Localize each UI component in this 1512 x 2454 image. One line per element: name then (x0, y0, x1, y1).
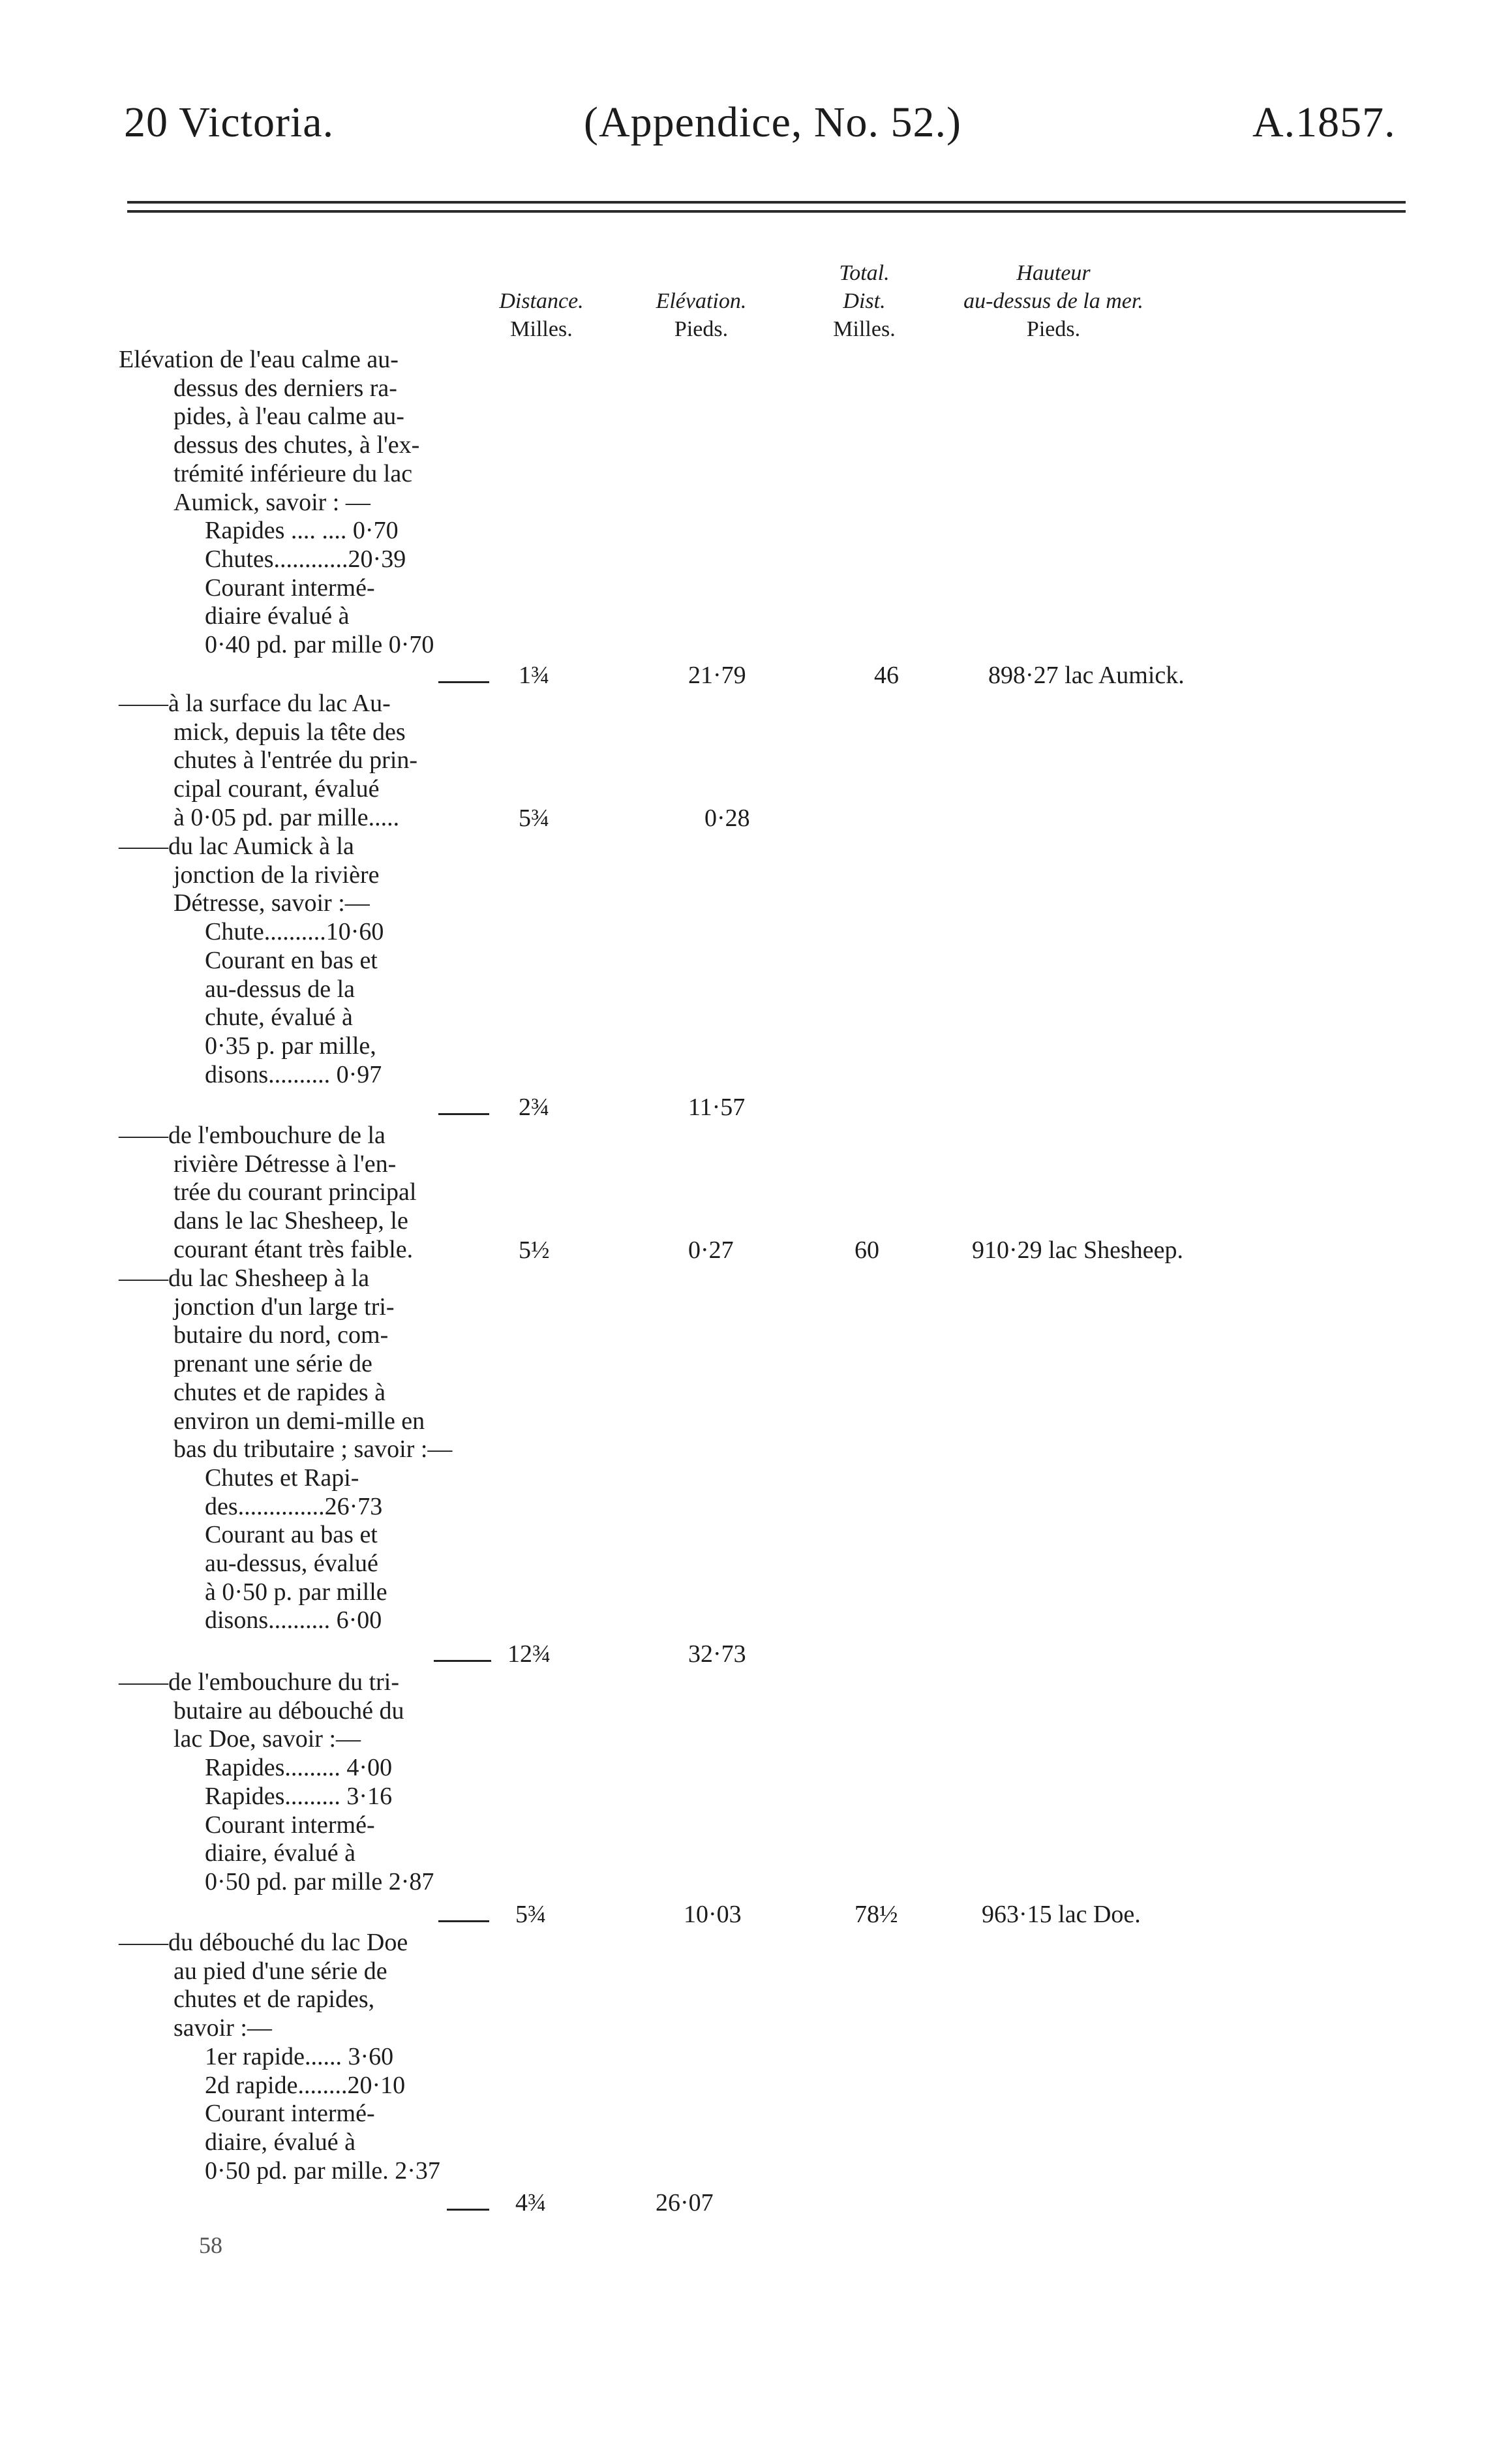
item-line: diaire évalué à (205, 602, 350, 630)
text-line: ——de l'embouchure du tri- (119, 1668, 400, 1696)
item-line: disons.......... 6·00 (205, 1606, 382, 1634)
elevation-value: 11·57 (688, 1094, 746, 1121)
item-line: 0·50 pd. par mille. 2·37 (205, 2156, 440, 2185)
section-7-text (119, 1929, 440, 2185)
distance-value: 5¾ (519, 805, 550, 832)
text-line: dessus des derniers ra- (174, 374, 397, 402)
item-line: 2d rapide........20·10 (205, 2071, 406, 2099)
col-hauteur-header (930, 259, 1177, 343)
text-line: savoir :— (174, 2014, 272, 2042)
item-line: au-dessus, évalué (205, 1550, 378, 1578)
text-line: ——du lac Aumick à la (119, 833, 354, 860)
sum-rule (438, 1920, 489, 1922)
elevation-value: 10·03 (684, 1901, 742, 1928)
text-line: chutes et de rapides à (174, 1378, 386, 1406)
text-line: lac Doe, savoir :— (174, 1725, 361, 1753)
col-total-title1: Total. (839, 261, 890, 285)
text-line: courant étant très faible. (174, 1235, 414, 1263)
sum-rule (434, 1660, 491, 1662)
text-line: butaire du nord, com- (174, 1321, 389, 1349)
col-hauteur-unit: Pieds. (1026, 317, 1081, 341)
item-line: des..............26·73 (205, 1492, 383, 1520)
item-line: 0·50 pd. par mille 2·87 (205, 1867, 434, 1895)
text-line: chutes et de rapides, (174, 1986, 375, 2014)
text-line: Détresse, savoir :— (174, 889, 370, 917)
item-line: Rapides .... .... 0·70 (205, 517, 399, 545)
col-total-header (815, 259, 913, 343)
text-line: butaire au débouché du (174, 1696, 404, 1725)
item-line: diaire, évalué à (205, 2128, 356, 2156)
sum-rule (438, 681, 489, 683)
text-line: trémité inférieure du lac (174, 459, 413, 487)
item-line: 1er rapide...... 3·60 (205, 2042, 394, 2070)
item-line: Courant au bas et (205, 1521, 378, 1549)
col-elevation-header (636, 287, 766, 343)
text-line: à 0·05 pd. par mille..... (174, 803, 400, 831)
hauteur-value: 910·29 lac Shesheep. (972, 1236, 1183, 1264)
text-line: chutes à l'entrée du prin- (174, 746, 418, 775)
elevation-value: 32·73 (688, 1640, 746, 1668)
item-line: disons.......... 0·97 (205, 1060, 382, 1088)
text-line: prenant une série de (174, 1350, 372, 1378)
text-line: trée du courant principal (174, 1178, 417, 1206)
text-line: dans le lac Shesheep, le (174, 1207, 408, 1235)
item-line: 0·40 pd. par mille 0·70 (205, 631, 434, 659)
elevation-value: 0·28 (704, 805, 750, 832)
total-value: 60 (854, 1236, 879, 1264)
double-rule-bottom (127, 210, 1406, 213)
sum-rule (447, 2209, 489, 2211)
text-line: Elévation de l'eau calme au- (119, 346, 399, 373)
elevation-value: 26·07 (656, 2189, 714, 2216)
text-line: ——à la surface du lac Au- (119, 690, 391, 717)
distance-value: 4¾ (515, 2189, 547, 2216)
item-line: Rapides......... 4·00 (205, 1754, 393, 1782)
section-6-text (119, 1668, 434, 1897)
col-distance-header (483, 287, 600, 343)
distance-value: 2¾ (519, 1094, 550, 1121)
col-elevation-unit: Pieds. (674, 317, 729, 341)
text-line: bas du tributaire ; savoir :— (174, 1435, 453, 1464)
header-left: 20 Victoria. (124, 99, 335, 146)
text-line: rivière Détresse à l'en- (174, 1150, 397, 1178)
distance-value: 5½ (519, 1236, 550, 1264)
text-line: mick, depuis la tête des (174, 718, 406, 746)
col-hauteur-title2: au-dessus de la mer. (963, 289, 1143, 313)
header-right: A.1857. (1252, 99, 1396, 146)
item-line: Rapides......... 3·16 (205, 1782, 393, 1810)
section-1-text (119, 346, 434, 660)
total-value: 46 (874, 662, 899, 689)
item-line: à 0·50 p. par mille (205, 1578, 387, 1606)
text-line: ——du débouché du lac Doe (119, 1929, 408, 1956)
item-line: Chutes............20·39 (205, 545, 406, 573)
col-hauteur-title1: Hauteur (1016, 261, 1091, 285)
col-distance-unit: Milles. (510, 317, 573, 341)
sum-rule (438, 1113, 489, 1115)
text-line: ——du lac Shesheep à la (119, 1265, 370, 1292)
section-5-text (119, 1265, 452, 1635)
distance-value: 5¾ (515, 1901, 547, 1928)
text-line: pides, à l'eau calme au- (174, 403, 404, 431)
hauteur-value: 963·15 lac Doe. (982, 1901, 1141, 1928)
elevation-value: 0·27 (688, 1236, 734, 1264)
section-2-text (119, 690, 417, 833)
col-distance-title: Distance. (499, 289, 584, 313)
item-line: Courant intermé- (205, 574, 375, 602)
text-line: jonction de la rivière (174, 861, 380, 889)
item-line: Chute..........10·60 (205, 918, 384, 946)
col-total-unit: Milles. (833, 317, 896, 341)
col-total-title2: Dist. (843, 289, 886, 313)
elevation-value: 21·79 (688, 662, 746, 689)
section-3-text (119, 833, 384, 1089)
text-line: jonction d'un large tri- (174, 1293, 395, 1321)
item-line: Chutes et Rapi- (205, 1464, 359, 1492)
item-line: au-dessus de la (205, 975, 355, 1003)
hauteur-value: 898·27 lac Aumick. (988, 662, 1185, 689)
section-4-text (119, 1122, 416, 1265)
total-value: 78½ (854, 1901, 898, 1928)
page-number: 58 (199, 2232, 222, 2258)
item-line: Courant intermé- (205, 2100, 375, 2128)
item-line: chute, évalué à (205, 1004, 353, 1032)
text-line: au pied d'une série de (174, 1957, 387, 1985)
text-line: Aumick, savoir : — (174, 488, 370, 516)
double-rule-top (127, 201, 1406, 204)
text-line: environ un demi-mille en (174, 1407, 425, 1435)
distance-value: 1¾ (519, 662, 550, 689)
col-elevation-title: Elévation. (656, 289, 747, 313)
item-line: diaire, évalué à (205, 1839, 356, 1867)
item-line: Courant en bas et (205, 946, 378, 974)
distance-value: 12¾ (507, 1640, 551, 1668)
text-line: cipal courant, évalué (174, 775, 380, 803)
header-center: (Appendice, No. 52.) (584, 99, 962, 146)
text-line: ——de l'embouchure de la (119, 1122, 386, 1149)
text-line: dessus des chutes, à l'ex- (174, 431, 420, 459)
item-line: 0·35 p. par mille, (205, 1032, 376, 1060)
item-line: Courant intermé- (205, 1811, 375, 1839)
